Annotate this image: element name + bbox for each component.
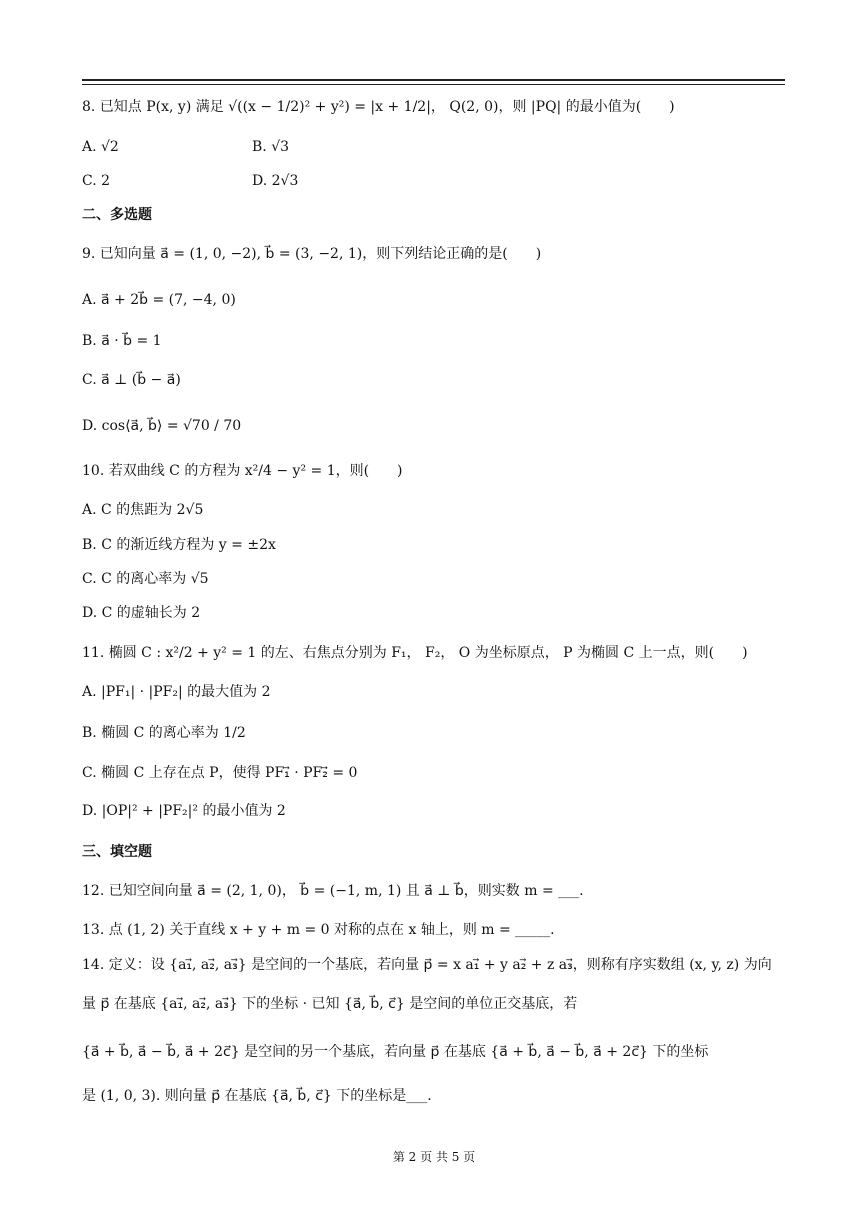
q8-option-c: C. 2: [82, 173, 111, 189]
q11-option-a: A. |PF₁| · |PF₂| 的最大值为 2: [82, 684, 271, 700]
header-rule-thick: [82, 79, 785, 81]
q10-option-a: A. C 的焦距为 2√5: [82, 502, 204, 518]
q8-stem: 8. 已知点 P(x, y) 满足 √((x − 1/2)² + y²) = |x + 1/2|， Q(2, 0)，则 |PQ| 的最小值为( ): [82, 99, 675, 115]
q11-option-b: B. 椭圆 C 的离心率为 1/2: [82, 725, 246, 741]
q9-stem: 9. 已知向量 a⃗ = (1, 0, −2), b⃗ = (3, −2, 1)，则下列结论正确的是( ): [82, 246, 542, 262]
header-rule-thin: [82, 84, 785, 85]
q12-text: 12. 已知空间向量 a⃗ = (2, 1, 0)， b⃗ = (−1, m, 1) 且 a⃗ ⊥ b⃗，则实数 m = ___.: [82, 883, 584, 899]
q8-option-d: D. 2√3: [252, 173, 299, 189]
q10-option-b: B. C 的渐近线方程为 y = ±2x: [82, 537, 276, 553]
q14-line-2: 量 p⃗ 在基底 {a₁⃗, a₂⃗, a₃⃗} 下的坐标 · 已知 {a⃗, b⃗, c⃗} 是空间的单位正交基底，若: [82, 996, 578, 1012]
q9-option-a: A. a⃗ + 2b⃗ = (7, −4, 0): [82, 292, 236, 308]
q14-line-1: 14. 定义：设 {a₁⃗, a₂⃗, a₃⃗} 是空间的一个基底，若向量 p⃗ = x a₁⃗ + y a₂⃗ + z a₃⃗，则称有序实数组 (x, y, z) 为向: [82, 957, 772, 973]
q14-line-4: 是 (1, 0, 3). 则向量 p⃗ 在基底 {a⃗, b⃗, c⃗} 下的坐标是___.: [82, 1088, 432, 1104]
q10-stem: 10. 若双曲线 C 的方程为 x²/4 − y² = 1，则( ): [82, 463, 403, 479]
q14-line-3: {a⃗ + b⃗, a⃗ − b⃗, a⃗ + 2c⃗} 是空间的另一个基底，若向量 p⃗ 在基底 {a⃗ + b⃗, a⃗ − b⃗, a⃗ + 2c⃗} 下的坐标: [82, 1044, 709, 1060]
section-heading-fill-in: 三、填空题: [82, 844, 152, 860]
q10-option-d: D. C 的虚轴长为 2: [82, 605, 201, 621]
q13-text: 13. 点 (1, 2) 关于直线 x + y + m = 0 对称的点在 x 轴上，则 m = _____.: [82, 922, 555, 938]
section-heading-multiple-choice: 二、多选题: [82, 207, 152, 223]
q8-option-a: A. √2: [82, 139, 119, 155]
q11-option-c: C. 椭圆 C 上存在点 P，使得 PF₁⃗ · PF₂⃗ = 0: [82, 765, 358, 781]
q8-option-b: B. √3: [252, 139, 290, 155]
q9-option-b: B. a⃗ · b⃗ = 1: [82, 333, 162, 349]
page-footer: 第 2 页 共 5 页: [392, 1150, 476, 1164]
q9-option-c: C. a⃗ ⊥ (b⃗ − a⃗): [82, 372, 181, 388]
q9-option-d: D. cos⟨a⃗, b⃗⟩ = √70 / 70: [82, 418, 242, 434]
q11-option-d: D. |OP|² + |PF₂|² 的最小值为 2: [82, 803, 286, 819]
q10-option-c: C. C 的离心率为 √5: [82, 571, 209, 587]
q11-stem: 11. 椭圆 C : x²/2 + y² = 1 的左、右焦点分别为 F₁， F₂， O 为坐标原点， P 为椭圆 C 上一点，则( ): [82, 645, 748, 661]
